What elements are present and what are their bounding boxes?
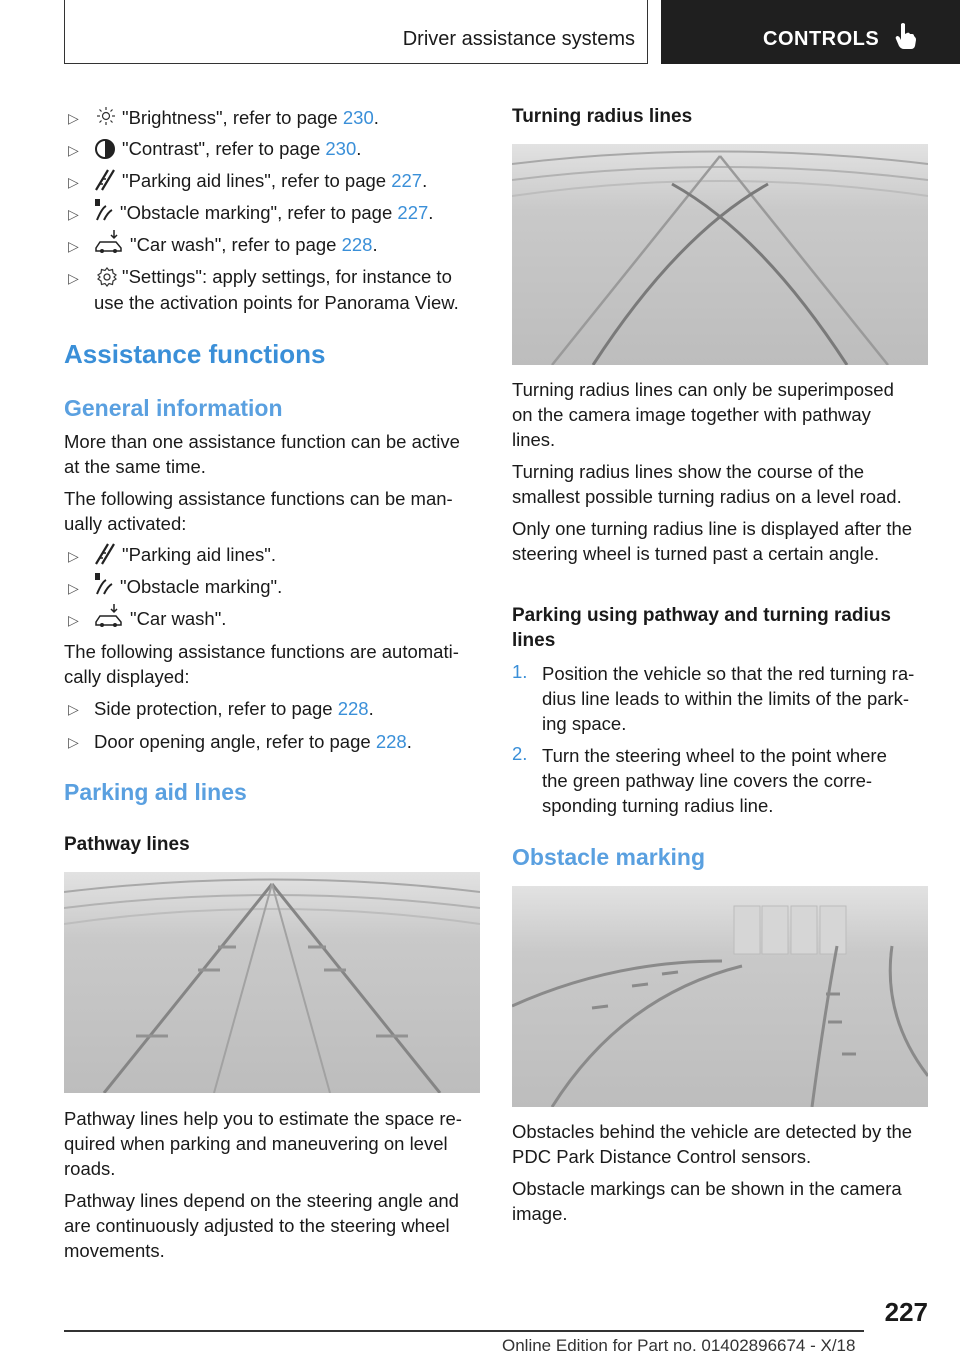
menu-item-parking-aid-lines: "Parking aid lines", refer to page 227. [122,170,428,191]
footer-divider [64,1330,864,1332]
paragraph: Pathway lines help you to estimate the space re‐ [64,1108,462,1129]
header-chapter-title: CONTROLS [763,28,880,50]
heading-general-information: General information [64,395,283,421]
paragraph: at the same time. [64,456,206,477]
bullet: ▷ [68,174,79,190]
settings-icon [96,266,118,288]
menu-item-car-wash: "Car wash", refer to page 228. [130,234,378,255]
paragraph: Pathway lines depend on the steering angle and [64,1190,459,1211]
header-chapter-box [661,0,960,64]
heading-turning-radius-lines: Turning radius lines [512,106,693,127]
paragraph: quired when parking and maneuvering on level [64,1133,448,1154]
page-link[interactable]: 227 [397,202,429,223]
turning-radius-lines-image [512,144,928,365]
paragraph: Obstacle markings can be shown in the camera [512,1178,902,1199]
obstacle-marking-icon [94,572,114,596]
paragraph: Obstacles behind the vehicle are detected by the [512,1121,913,1142]
footer-edition: Online Edition for Part no. 01402896674 - X/18 [502,1336,856,1355]
step-text: the green pathway line covers the corre‐ [542,770,873,791]
page-link[interactable]: 228 [375,731,407,752]
paragraph: PDC Park Distance Control sensors. [512,1146,812,1167]
paragraph: Turning radius lines show the course of the [512,461,865,482]
pathway-lines-image [64,872,480,1093]
paragraph: The following assistance functions are automati‐ [64,641,459,662]
car-wash-icon [94,602,124,628]
page-link[interactable]: 230 [325,138,357,159]
heading-parking-using-lines-cont: lines [512,630,556,651]
step-text: dius line leads to within the limits of the park‐ [542,688,910,709]
bullet: ▷ [68,548,79,564]
paragraph: cally displayed: [64,666,190,687]
header-section-box [64,0,648,64]
page-number: 227 [884,1297,928,1327]
paragraph: smallest possible turning radius on a level road. [512,486,902,507]
list-item: "Obstacle marking". [120,576,283,597]
contrast-icon [94,138,116,160]
menu-item-settings: "Settings": apply settings, for instance to [122,266,452,287]
bullet: ▷ [68,612,79,628]
bullet: ▷ [68,110,79,126]
paragraph: movements. [64,1240,165,1261]
brightness-icon [96,106,116,126]
car-wash-icon [94,228,124,254]
step-text: Turn the steering wheel to the point where [542,745,887,766]
bullet: ▷ [68,270,79,286]
heading-pathway-lines: Pathway lines [64,834,190,855]
hand-pointer-icon [895,22,917,50]
bullet: ▷ [68,734,79,750]
list-item: Door opening angle, refer to page 228. [94,731,412,752]
list-item: Side protection, refer to page 228. [94,698,374,719]
heading-obstacle-marking: Obstacle marking [512,844,706,870]
header-section-title: Driver assistance systems [402,28,635,50]
page-link[interactable]: 228 [337,698,369,719]
menu-item-contrast: "Contrast", refer to page 230. [122,138,362,159]
paragraph: ually activated: [64,513,187,534]
step-text: Position the vehicle so that the red turning ra‐ [542,663,915,684]
paragraph: are continuously adjusted to the steering wheel [64,1215,450,1236]
list-item: "Parking aid lines". [122,544,277,565]
bullet: ▷ [68,206,79,222]
heading-assistance-functions: Assistance functions [64,339,326,369]
obstacle-marking-icon [94,198,114,222]
obstacle-marking-image [512,886,928,1107]
step-text: sponding turning radius line. [542,795,774,816]
paragraph: roads. [64,1158,116,1179]
parking-aid-lines-icon [94,168,116,192]
bullet: ▷ [68,142,79,158]
paragraph: The following assistance functions can be man‐ [64,488,453,509]
page-link[interactable]: 230 [342,107,374,128]
parking-aid-lines-icon [94,542,116,566]
paragraph: on the camera image together with pathway [512,404,871,425]
paragraph: More than one assistance function can be active [64,431,460,452]
page-link[interactable]: 228 [341,234,373,255]
menu-item-obstacle-marking: "Obstacle marking", refer to page 227. [120,202,434,223]
list-item: "Car wash". [130,608,227,629]
paragraph: Only one turning radius line is displayed after the [512,518,913,539]
page-link[interactable]: 227 [391,170,423,191]
step-number: 1. [512,661,528,682]
paragraph: lines. [512,429,556,450]
step-number: 2. [512,743,528,764]
menu-item-brightness: "Brightness", refer to page 230. [122,107,379,128]
bullet: ▷ [68,238,79,254]
paragraph: steering wheel is turned past a certain angle. [512,543,880,564]
heading-parking-aid-lines: Parking aid lines [64,779,247,805]
heading-parking-using-lines: Parking using pathway and turning radius [512,605,891,626]
paragraph: image. [512,1203,568,1224]
bullet: ▷ [68,580,79,596]
step-text: ing space. [542,713,627,734]
paragraph: Turning radius lines can only be superimposed [512,379,894,400]
bullet: ▷ [68,701,79,717]
menu-item-settings-cont: use the activation points for Panorama View. [94,292,459,313]
